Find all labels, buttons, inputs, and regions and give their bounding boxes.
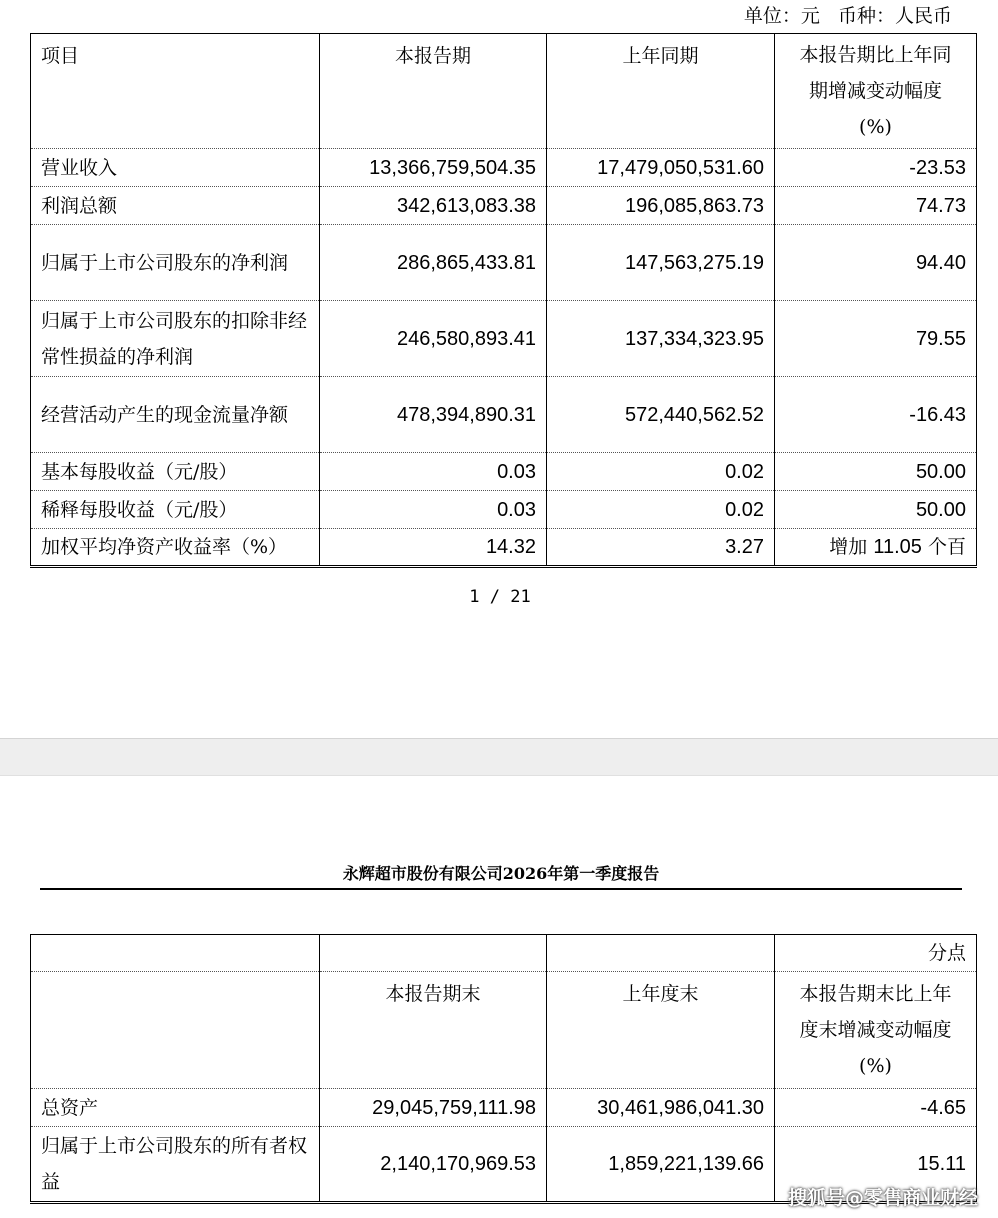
header-prior-year-end: 上年度末	[547, 972, 775, 1089]
row-label: 稀释每股收益（元/股）	[31, 491, 320, 529]
row-current: 478,394,890.31	[320, 377, 547, 453]
row-prior: 196,085,863.73	[547, 187, 775, 225]
page-number: 1 / 21	[469, 587, 531, 607]
header-period-end: 本报告期末	[320, 972, 547, 1089]
row-current: 29,045,759,111.98	[320, 1089, 547, 1127]
row-current: 246,580,893.41	[320, 301, 547, 377]
row-current: 342,613,083.38	[320, 187, 547, 225]
table-row	[31, 149, 977, 187]
income-summary-table	[30, 33, 977, 568]
row-change: 15.11	[775, 1127, 977, 1203]
row-current: 0.03	[320, 491, 547, 529]
row-change: 74.73	[775, 187, 977, 225]
header-item: 项目	[31, 34, 320, 149]
row-prior: 572,440,562.52	[547, 377, 775, 453]
table-row	[31, 529, 977, 567]
row-label: 利润总额	[31, 187, 320, 225]
row-change: 50.00	[775, 491, 977, 529]
row-current: 286,865,433.81	[320, 225, 547, 301]
row-label: 加权平均净资产收益率（%）	[31, 529, 320, 567]
row-prior: 137,334,323.95	[547, 301, 775, 377]
continuation-text: 分点	[775, 935, 977, 972]
document-header: 永辉超市股份有限公司2026年第一季度报告	[342, 864, 660, 883]
continuation-row	[31, 935, 977, 972]
table-row	[31, 187, 977, 225]
row-label: 归属于上市公司股东的所有者权益	[31, 1127, 320, 1203]
header-change-rate: 本报告期末比上年 度末增减变动幅度 (%)	[775, 972, 977, 1089]
table-row	[31, 225, 977, 301]
row-current: 2,140,170,969.53	[320, 1127, 547, 1203]
row-label: 总资产	[31, 1089, 320, 1127]
table-row	[31, 1089, 977, 1127]
row-prior: 1,859,221,139.66	[547, 1127, 775, 1203]
row-prior: 30,461,986,041.30	[547, 1089, 775, 1127]
row-current: 14.32	[320, 529, 547, 567]
row-prior: 3.27	[547, 529, 775, 567]
header-prior-period: 上年同期	[547, 34, 775, 149]
row-label: 营业收入	[31, 149, 320, 187]
row-current: 0.03	[320, 453, 547, 491]
change-suffix: 个百	[927, 536, 966, 558]
table-header-row	[31, 34, 977, 149]
table-header-row	[31, 972, 977, 1089]
header-rule	[40, 888, 962, 890]
table-row	[31, 301, 977, 377]
row-label: 归属于上市公司股东的净利润	[31, 225, 320, 301]
row-change: -23.53	[775, 149, 977, 187]
row-label: 经营活动产生的现金流量净额	[31, 377, 320, 453]
header-current-period: 本报告期	[320, 34, 547, 149]
row-label: 归属于上市公司股东的扣除非经常性损益的净利润	[31, 301, 320, 377]
row-label: 基本每股收益（元/股）	[31, 453, 320, 491]
row-change: -16.43	[775, 377, 977, 453]
row-change	[775, 529, 977, 567]
row-prior: 0.02	[547, 453, 775, 491]
row-change: 50.00	[775, 453, 977, 491]
row-prior: 0.02	[547, 491, 775, 529]
row-change: 79.55	[775, 301, 977, 377]
page-gap	[0, 738, 998, 776]
row-change: -4.65	[775, 1089, 977, 1127]
table-row	[31, 491, 977, 529]
row-current: 13,366,759,504.35	[320, 149, 547, 187]
unit-currency-line: 单位：元 币种：人民币	[743, 5, 952, 27]
watermark: 搜狐号@零售商业财经	[787, 1187, 978, 1209]
table-row	[31, 453, 977, 491]
row-change: 94.40	[775, 225, 977, 301]
header-change-rate: 本报告期比上年同 期增减变动幅度 (%)	[775, 34, 977, 149]
table-row	[31, 377, 977, 453]
change-prefix: 增加	[829, 536, 868, 558]
balance-summary-table	[30, 934, 977, 1204]
change-number: 11.05	[873, 536, 922, 558]
row-prior: 147,563,275.19	[547, 225, 775, 301]
row-prior: 17,479,050,531.60	[547, 149, 775, 187]
